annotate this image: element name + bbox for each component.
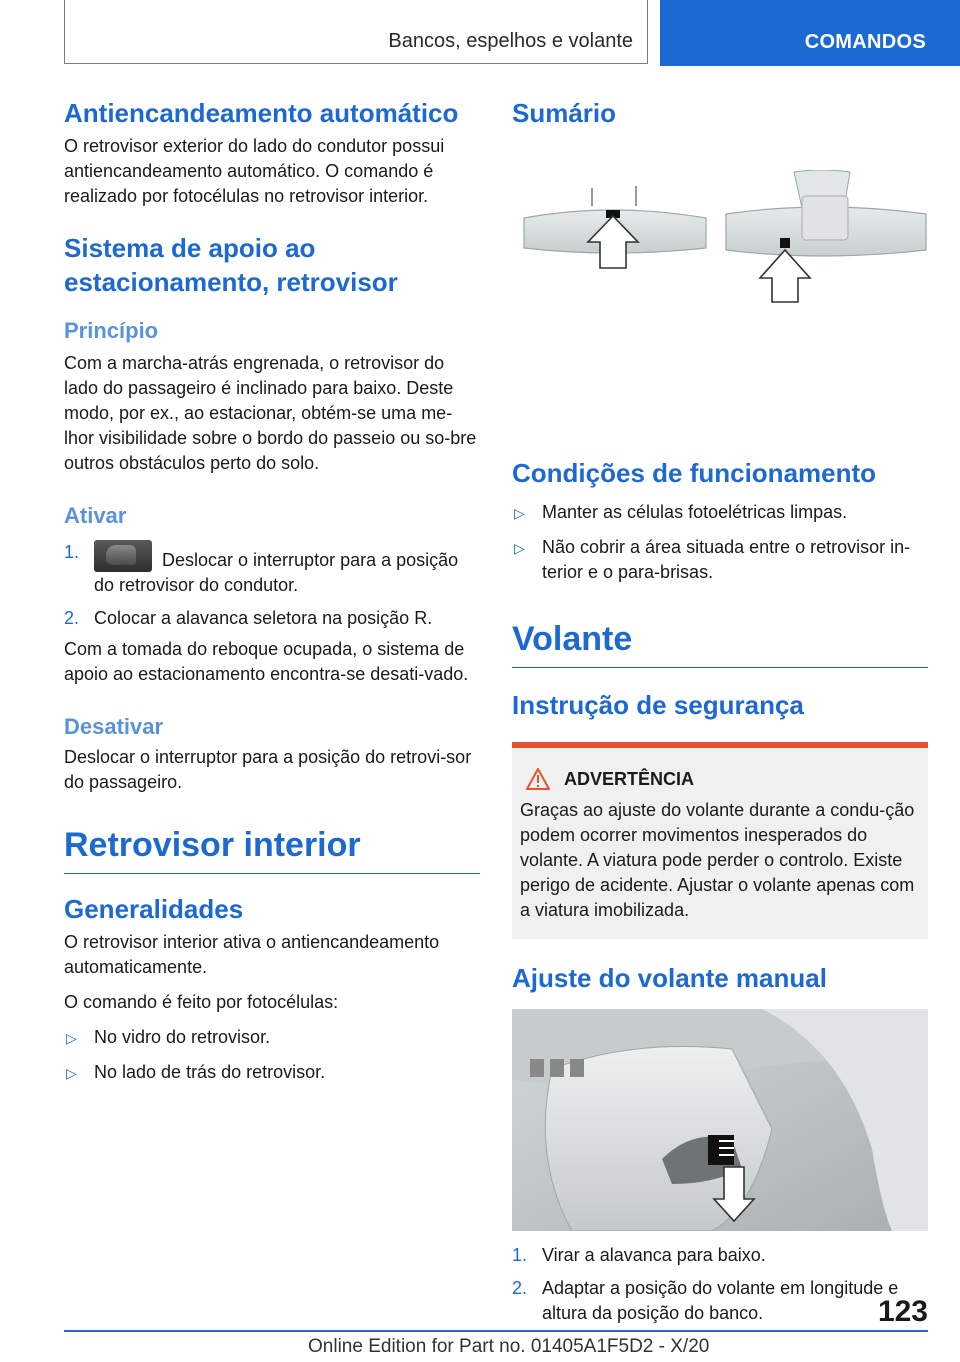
heading-principle: Princípio bbox=[64, 318, 159, 343]
mirror-illustration bbox=[512, 170, 928, 400]
header-chapter-tab bbox=[660, 0, 960, 66]
mirror-figure bbox=[512, 170, 928, 400]
activate-steps bbox=[64, 540, 480, 631]
text-principle: Com a marcha-atrás engrenada, o retrovisor do lado do passageiro é inclinado para baixo. Deste modo, por ex., ao estacionar, obtém-se uma me-lhor visibilidade sobre o bordo do passeio ou so-bre outros obstáculos perto do solo. bbox=[64, 353, 477, 473]
text-deactivate: Deslocar o interruptor para a posição do retrovi-sor do passageiro. bbox=[64, 747, 472, 792]
text-cells: O comando é feito por fotocélulas: bbox=[64, 992, 339, 1012]
heading-parking-assist: Sistema de apoio ao estacionamento, retrovisor bbox=[64, 233, 398, 297]
list-item: 2. Colocar a alavanca seletora na posição R. bbox=[64, 608, 433, 628]
heading-auto-dimming: Antiencandeamento automático bbox=[64, 98, 459, 128]
steering-lever-illustration bbox=[512, 1009, 928, 1231]
footer-edition: Online Edition for Part no. 01405A1F5D2 - X/20 bbox=[308, 1336, 710, 1357]
heading-manual-adjust: Ajuste do volante manual bbox=[512, 963, 827, 993]
list-item: ▷ Manter as células fotoelétricas limpas. bbox=[512, 500, 928, 525]
warning-triangle-icon bbox=[526, 768, 550, 790]
list-item: 2. Adaptar a posição do volante em longitude e altura da posição do banco. bbox=[512, 1278, 899, 1323]
warning-header bbox=[520, 768, 920, 790]
steering-column-figure bbox=[512, 1009, 928, 1231]
header-chapter-title: COMANDOS bbox=[804, 31, 926, 53]
triangle-bullet-icon: ▷ bbox=[66, 1030, 77, 1046]
manual-steps bbox=[512, 1243, 928, 1326]
manual-step-1: Virar a alavanca para baixo. bbox=[542, 1245, 766, 1265]
mirror-switch-icon bbox=[94, 540, 152, 572]
list-item: 1. Deslocar o interruptor para a posição do retrovisor do condutor. bbox=[64, 542, 459, 595]
header-section-title: Bancos, espelhos e volante bbox=[388, 30, 633, 52]
warning-box bbox=[512, 742, 928, 939]
conditions-list bbox=[512, 500, 928, 585]
list-item: ▷ No lado de trás do retrovisor. bbox=[64, 1060, 480, 1085]
left-column bbox=[64, 96, 480, 1085]
cells-list bbox=[64, 1025, 480, 1085]
triangle-bullet-icon: ▷ bbox=[514, 505, 525, 521]
triangle-bullet-icon: ▷ bbox=[514, 540, 525, 556]
activate-step-1: Deslocar o interruptor para a posição do retrovisor do condutor. bbox=[94, 550, 459, 595]
list-item: ▷ Não cobrir a área situada entre o retrovisor in-terior e o para-brisas. bbox=[514, 537, 911, 582]
text-general: O retrovisor interior ativa o antiencandeamento automaticamente. bbox=[64, 932, 440, 977]
heading-steering-wheel: Volante bbox=[512, 617, 928, 668]
heading-activate: Ativar bbox=[64, 503, 127, 528]
list-item: 1. Virar a alavanca para baixo. bbox=[512, 1245, 766, 1265]
footer-divider bbox=[64, 1330, 928, 1332]
heading-deactivate: Desativar bbox=[64, 714, 164, 739]
header-section-box bbox=[64, 0, 648, 64]
manual-step-2: Adaptar a posição do volante em longitude e altura da posição do banco. bbox=[542, 1278, 899, 1323]
text-auto-dimming: O retrovisor exterior do lado do condutor possui antiencandeamento automático. O comando é realizado por fotocélulas no retrovisor interior. bbox=[64, 136, 445, 206]
list-item: ▷ No vidro do retrovisor. bbox=[64, 1025, 480, 1050]
activate-step-2: Colocar a alavanca seletora na posição R. bbox=[94, 608, 433, 628]
heading-interior-mirror: Retrovisor interior bbox=[64, 823, 480, 874]
page-number: 123 bbox=[877, 1295, 928, 1328]
heading-summary: Sumário bbox=[512, 98, 617, 128]
heading-conditions: Condições de funcionamento bbox=[512, 458, 877, 488]
heading-safety: Instrução de segurança bbox=[512, 690, 804, 720]
heading-general: Generalidades bbox=[64, 894, 244, 924]
warning-title: ADVERTÊNCIA bbox=[564, 768, 695, 789]
right-column bbox=[512, 96, 928, 1326]
warning-text: Graças ao ajuste do volante durante a condu-ção podem ocorrer movimentos inesperados do volante. A viatura pode perder o controlo. Existe perigo de acidente. Ajustar o volante apenas com a viatura imobilizada. bbox=[520, 800, 915, 920]
text-trailer: Com a tomada do reboque ocupada, o sistema de apoio ao estacionamento encontra-se desati-vado. bbox=[64, 639, 469, 684]
triangle-bullet-icon: ▷ bbox=[66, 1065, 77, 1081]
